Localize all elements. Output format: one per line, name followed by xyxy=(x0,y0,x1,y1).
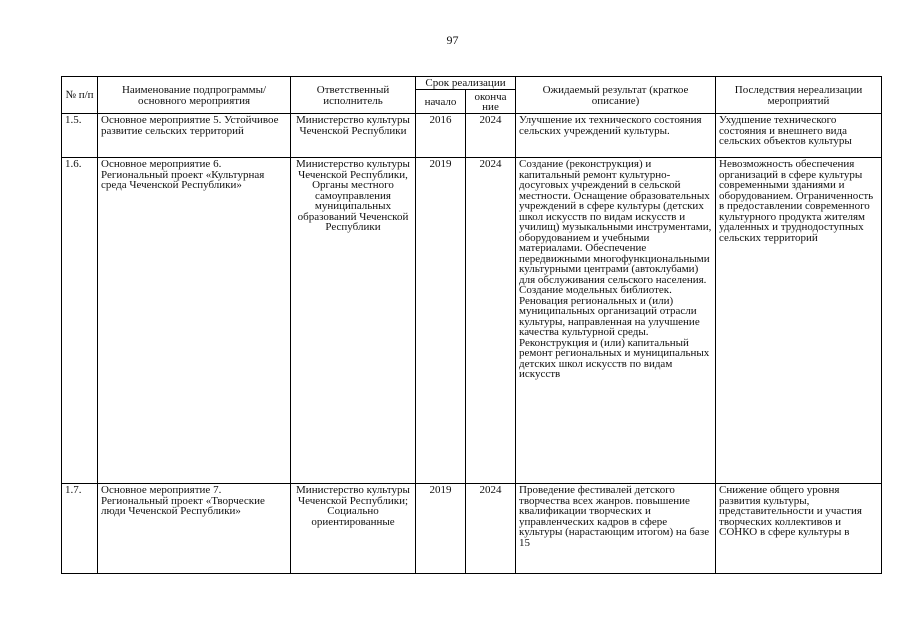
row-end: 2024 xyxy=(466,484,516,574)
row-name: Основное мероприятие 5. Устойчивое развитие сельских территорий xyxy=(98,114,291,158)
row-start: 2016 xyxy=(416,114,466,158)
table-row xyxy=(62,484,882,574)
row-executor: Министерство культуры Чеченской Республики xyxy=(291,114,416,158)
row-result: Создание (реконструкция) и капитальный ремонт культурно-досуговых учреждений в сельской местности. Оснащение образовательных учреждений в сфере культуры (детских школ искусств по видам искусств и училищ) музыкальными инструментами, оборудованием и учебными материалами. Обеспечение передвижными многофункциональными культурными центрами (автоклубами) для обслуживания сельского населения. Создание модельных библиотек. Реновация региональных и (или) муниципальных организаций отрасли культуры, направленная на улучшение качества культурной среды. Реконструкция и (или) капитальный ремонт региональных и муниципальных детских школ искусств по видам искусств xyxy=(516,158,716,484)
row-consequences: Снижение общего уровня развития культуры, представительности и участия творческих коллективов и СОНКО в сфере культуры в xyxy=(716,484,882,574)
row-result: Проведение фестивалей детского творчества всех жанров. повышение квалификации творческих и управленческих кадров в сфере культуры (нарастающим итогом) на базе 15 xyxy=(516,484,716,574)
row-num: 1.5. xyxy=(62,114,98,158)
header-executor: Ответственный исполнитель xyxy=(291,77,416,114)
header-end: оконча ние xyxy=(466,90,516,114)
row-start: 2019 xyxy=(416,484,466,574)
row-executor: Министерство культуры Чеченской Республики, Органы местного самоуправления муниципальных образований Чеченской Республики xyxy=(291,158,416,484)
row-end: 2024 xyxy=(466,114,516,158)
row-num: 1.6. xyxy=(62,158,98,484)
row-start: 2019 xyxy=(416,158,466,484)
table-row xyxy=(62,158,882,484)
row-num: 1.7. xyxy=(62,484,98,574)
page-number: 97 xyxy=(446,33,459,47)
header-consequences: Последствия нереализации мероприятий xyxy=(716,77,882,114)
header-name: Наименование подпрограммы/ основного мероприятия xyxy=(98,77,291,114)
header-start: начало xyxy=(416,90,466,114)
header-result: Ожидаемый результат (краткое описание) xyxy=(516,77,716,114)
row-executor: Министерство культуры Чеченской Республики; Социально ориентированные xyxy=(291,484,416,574)
program-table xyxy=(61,76,882,574)
row-consequences: Ухудшение технического состояния и внешнего вида сельских объектов культуры xyxy=(716,114,882,158)
header-period: Срок реализации xyxy=(416,77,516,90)
row-name: Основное мероприятие 6. Региональный проект «Культурная среда Чеченской Республики» xyxy=(98,158,291,484)
row-end: 2024 xyxy=(466,158,516,484)
table-row xyxy=(62,114,882,158)
header-num: № п/п xyxy=(62,77,98,114)
header-row-1 xyxy=(62,77,882,90)
row-name: Основное мероприятие 7. Региональный проект «Творческие люди Чеченской Республики» xyxy=(98,484,291,574)
row-consequences: Невозможность обеспечения организаций в сфере культуры современными зданиями и оборудованием. Ограниченность в предоставлении современного культурного продукта жителям удаленных и труднодоступных сельских территорий xyxy=(716,158,882,484)
row-result: Улучшение их технического состояния сельских учреждений культуры. xyxy=(516,114,716,158)
